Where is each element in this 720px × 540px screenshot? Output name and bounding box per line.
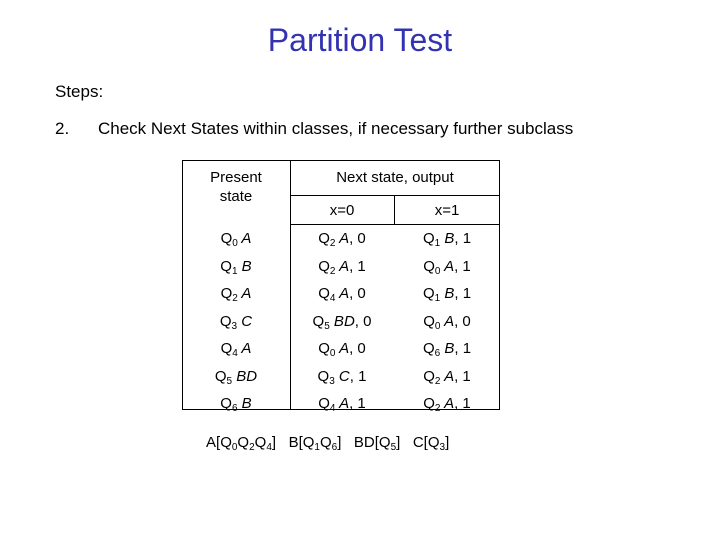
next-state-x0-cell: $Q_4$ A, 0 [318,285,366,304]
next-state-x1-cell: $Q_2$ A, 1 [423,395,471,414]
present-state-cell: $Q_1$ B [220,257,252,277]
steps-label: Steps: [55,82,104,101]
present-state-cell: $Q_4$ A [220,340,252,359]
next-state-x1-cell: $Q_1$ B, 1 [422,230,472,249]
class-c-members: $Q_3$ [427,434,446,453]
header-present-state: Present state [210,169,262,205]
present-state-cell: $Q_0$ A [220,230,252,249]
next-state-x0-cell: $Q_2$ A, 1 [318,257,366,277]
state-table [182,160,500,414]
header-next-state: Next state, output [336,169,454,186]
step-text: Check Next States within classes, if necessary further subclass [98,119,574,138]
class-b-members: $Q_1Q_6$ [302,434,338,453]
next-state-x1-cell: $Q_0$ A, 0 [423,312,471,332]
next-state-x1-cell: $Q_0$ A, 1 [423,257,471,277]
step-number: 2. [55,119,70,138]
page-title: Partition Test [267,22,453,58]
present-state-cell: $Q_5$ BD [214,367,258,387]
next-state-x0-cell: $Q_2$ A, 0 [318,230,366,249]
present-state-cell: $Q_3$ C [219,312,253,332]
class-a-members: $Q_0Q_2Q_4$ [220,434,272,453]
partition-result: $A[Q_0Q_2Q_4]$ $B[Q_1Q_6]$ $BD[Q_5]$ $C[Q_3]$ [206,434,450,453]
next-state-x0-cell: $Q_3$ C, 1 [317,367,367,387]
next-state-x0-cell: $Q_5$ BD, 0 [312,312,372,332]
next-state-x0-cell: $Q_4$ A, 1 [318,395,366,414]
class-bd-members: $Q_5$ [378,434,397,453]
present-state-cell: $Q_6$ B [220,395,252,414]
next-state-x1-cell: $Q_1$ B, 1 [422,285,472,304]
next-state-x0-cell: $Q_0$ A, 0 [318,340,366,359]
next-state-x1-cell: $Q_6$ B, 1 [422,340,472,359]
present-state-cell: $Q_2$ A [220,285,252,304]
header-x0: x=0 [329,202,355,219]
header-x1: x=1 [434,202,460,219]
next-state-x1-cell: $Q_2$ A, 1 [423,367,471,387]
